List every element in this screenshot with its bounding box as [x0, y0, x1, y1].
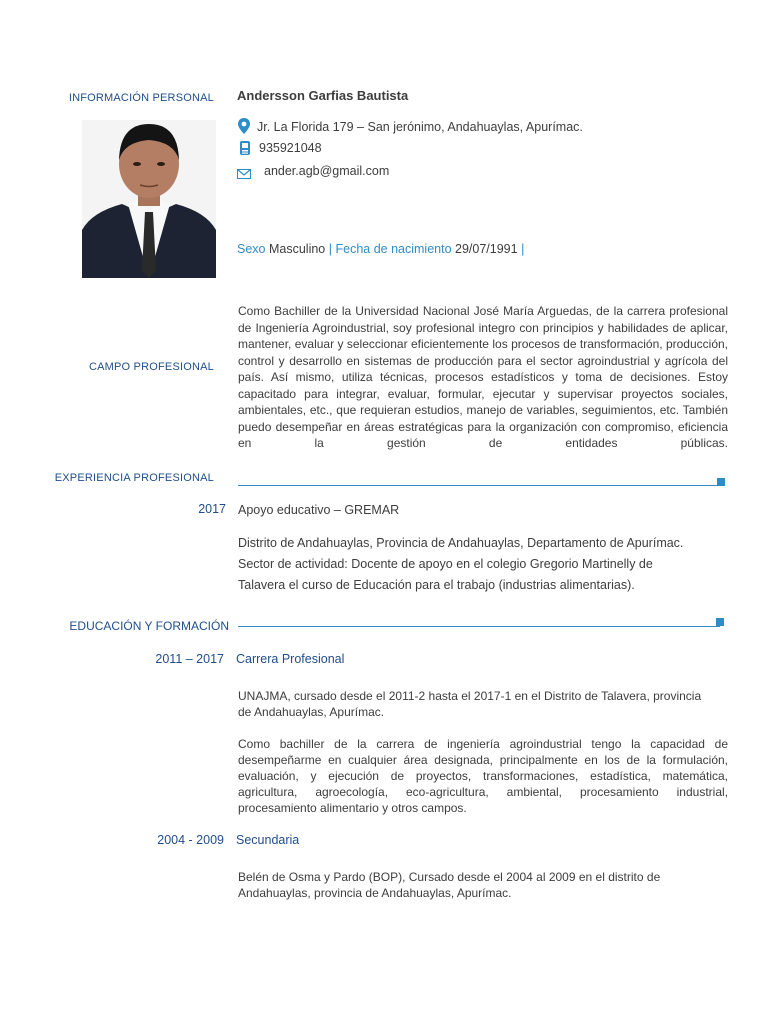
education-years: 2011 – 2017 — [155, 652, 224, 666]
education-paragraph: Como bachiller de la carrera de ingeniería agroindustrial tengo la capacidad de desempeñarme en cualquier área designada, principalmente en los de la formulación, evaluación, y ejecución de proyectos, transformaciones, estadística, matemática, agricultura, agroecología, eco-agricultura, ambiental, procesamiento industrial, procesamiento alimentario y otros campos. — [238, 737, 728, 815]
experience-year: 2017 — [198, 502, 226, 516]
phone-icon — [239, 141, 253, 155]
fecha-label: Fecha de nacimiento — [335, 242, 452, 256]
experience-title: Apoyo educativo – GREMAR — [238, 503, 400, 517]
personal-details-line — [237, 242, 524, 256]
address-text: Jr. La Florida 179 – San jerónimo, Andahuaylas, Apurímac. — [257, 120, 583, 134]
email-icon — [237, 166, 251, 180]
experience-line: Sector de actividad: Docente de apoyo en el colegio Gregorio Martinelly de — [238, 557, 653, 571]
separator: | — [521, 242, 525, 256]
profile-photo — [82, 120, 216, 278]
section-label-personal: INFORMACIÓN PERSONAL — [68, 92, 214, 104]
education-title: Carrera Profesional — [236, 652, 345, 666]
email-text[interactable]: ander.agb@gmail.com — [264, 164, 390, 178]
campo-profesional-text: Como Bachiller de la Universidad Nacional José María Arguedas, de la carrera profesional de Ingeniería Agroindustrial, soy profesional integro con principios y habilidades de aplicar, mantener, evaluar y seleccionar eficientemente los procesos de transformación, producción, control y desarrollo en sistemas de producción para el sector agroindustrial y agrícola del país. Así mismo, utiliza técnicas, procesos estadísticos y toma de decisiones. Estoy capacitado para integrar, evaluar, formular, ejecutar y supervisar proyectos sociales, ambientales, etc., que requieran estudios, manejo de variables, seguimientos, etc. También puedo desempeñar en áreas estratégicas para la organización con compromiso, eficiencia en la gestión de entidades públicas. — [238, 304, 728, 450]
education-paragraph: Belén de Osma y Pardo (BOP), Cursado desde el 2004 al 2009 en el distrito de Andahuaylas, provincia de Andahuaylas, Apurímac. — [238, 870, 661, 900]
education-title: Secundaria — [236, 833, 300, 847]
location-pin-icon — [237, 118, 251, 132]
experience-line: Talavera el curso de Educación para el trabajo (industrias alimentarias). — [238, 578, 635, 592]
separator: | — [328, 242, 332, 256]
fecha-value: 29/07/1991 — [455, 242, 518, 256]
education-years: 2004 - 2009 — [157, 833, 224, 847]
section-divider-marker — [717, 478, 725, 486]
section-divider-marker — [716, 618, 724, 626]
phone-text: 935921048 — [259, 141, 322, 155]
sexo-value: Masculino — [268, 242, 326, 256]
person-name: Andersson Garfias Bautista — [237, 88, 409, 103]
section-divider — [238, 485, 720, 486]
education-paragraph: UNAJMA, cursado desde el 2011-2 hasta el 2017-1 en el Distrito de Talavera, provincia de Andahuaylas, Apurímac. — [238, 689, 702, 719]
section-divider — [238, 626, 720, 627]
section-label-educacion: EDUCACIÓN Y FORMACIÓN — [69, 619, 229, 633]
section-label-experiencia: EXPERIENCIA PROFESIONAL — [54, 472, 214, 484]
sexo-label: Sexo — [237, 242, 266, 256]
section-label-campo: CAMPO PROFESIONAL — [88, 361, 214, 373]
experience-line: Distrito de Andahuaylas, Provincia de Andahuaylas, Departamento de Apurímac. — [238, 536, 684, 550]
